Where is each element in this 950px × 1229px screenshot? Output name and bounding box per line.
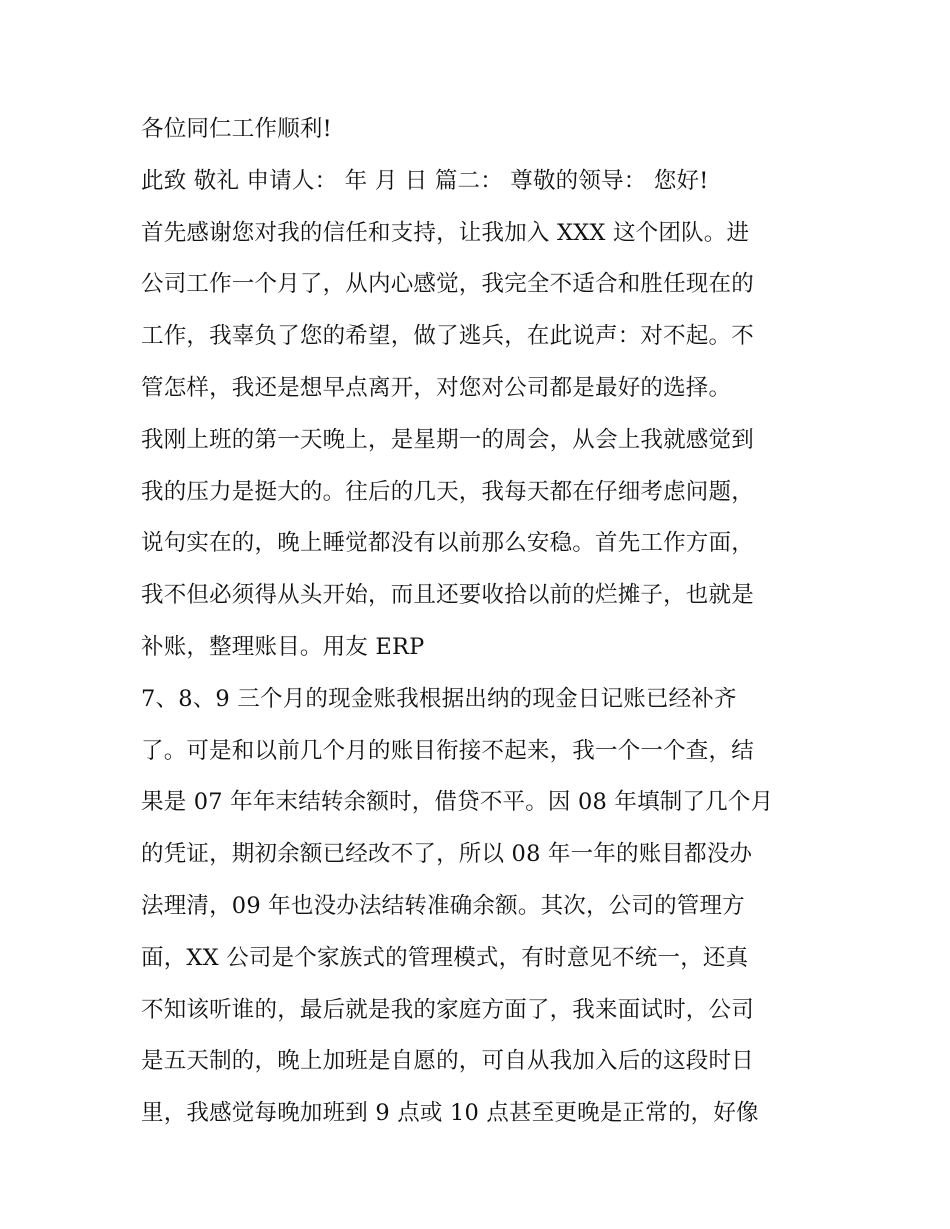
text-line: 补账，整理账目。用友 ERP [141,633,425,660]
text-line: 果是 07 年年末结转余额时，借贷不平。因 08 年填制了几个月 [141,789,774,816]
text-line: 说句实在的，晚上睡觉都没有以前那么安稳。首先工作方面， [141,530,754,557]
body-text [141,104,821,1140]
text-line: 7、8、9 三个月的现金账我根据出纳的现金日记账已经补齐 [141,685,737,712]
text-line: 法理清，09 年也没办法结转准确余额。其次，公司的管理方 [141,892,745,919]
text-line: 面，XX 公司是个家族式的管理模式，有时意见不统一，还真 [141,944,749,971]
text-line: 我不但必须得从头开始，而且还要收拾以前的烂摊子，也就是 [141,582,754,609]
text-line: 各位同仁工作顺利! [141,116,332,142]
text-line: 是五天制的，晚上加班是自愿的，可自从我加入后的这段时日 [141,1048,754,1075]
text-line: 首先感谢您对我的信任和支持，让我加入 XXX 这个团队。进 [141,219,750,246]
text-line: 了。可是和以前几个月的账目衔接不起来，我一个一个查，结 [141,737,754,764]
text-line: 不知该听谁的，最后就是我的家庭方面了，我来面试时，公司 [141,996,754,1023]
text-line: 里，我感觉每晚加班到 9 点或 10 点甚至更晚是正常的，好像 [141,1100,759,1127]
text-line: 我的压力是挺大的。往后的几天，我每天都在仔细考虑问题， [141,478,754,505]
text-line: 管怎样，我还是想早点离开，对您对公司都是最好的选择。 [141,374,732,401]
text-line: 公司工作一个月了，从内心感觉，我完全不适合和胜任现在的 [141,271,754,298]
text-line: 的凭证，期初余额已经改不了，所以 08 年一年的账目都没办 [141,841,753,868]
text-line: 此致 敬礼 申请人： 年 月 日 篇二： 尊敬的领导： 您好! [141,167,709,194]
text-line: 我刚上班的第一天晚上，是星期一的周会，从会上我就感觉到 [141,426,754,453]
text-line: 工作，我辜负了您的希望，做了逃兵，在此说声：对不起。不 [141,323,754,350]
